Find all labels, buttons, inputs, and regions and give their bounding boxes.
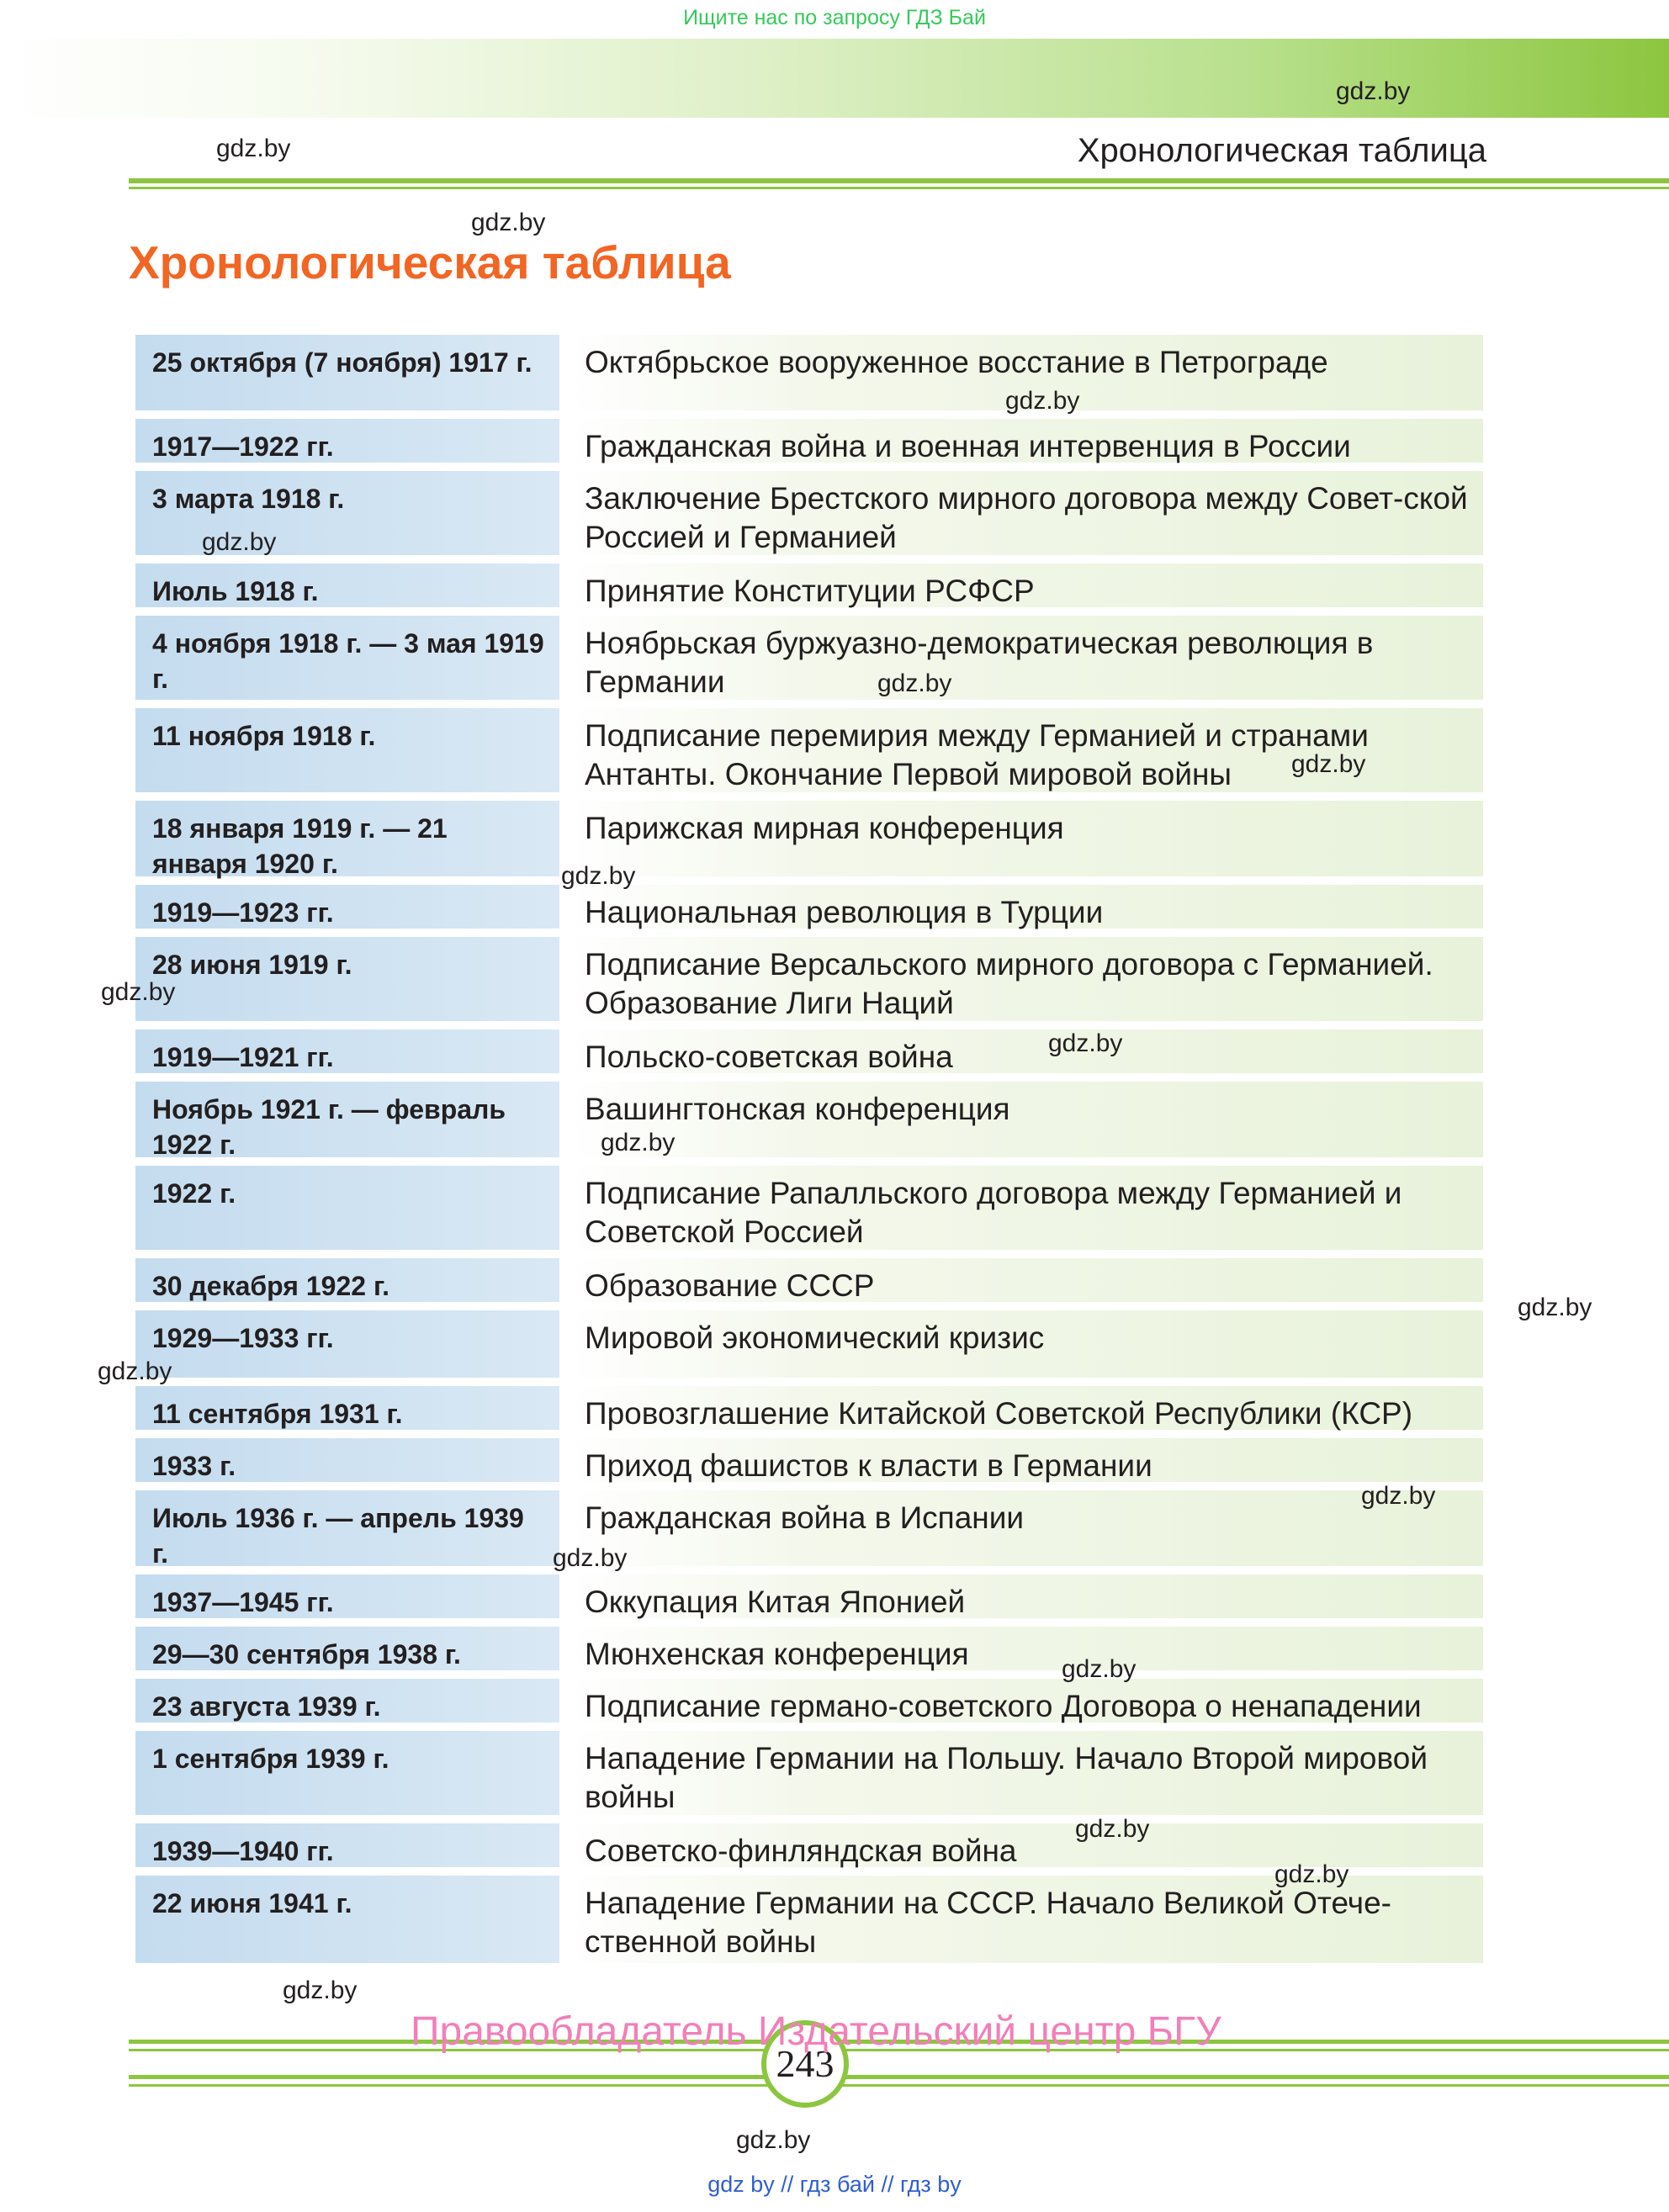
date-cell: 30 декабря 1922 г. [135, 1258, 559, 1302]
header-green-band [0, 39, 1669, 118]
date-cell: 1933 г. [135, 1438, 559, 1482]
table-row [135, 419, 1483, 463]
event-cell: Гражданская война в Испании [568, 1490, 1483, 1566]
event-cell: Нападение Германии на Польшу. Начало Второй мировой войны [568, 1731, 1483, 1815]
watermark: gdz.by [553, 1544, 628, 1572]
table-row [135, 1438, 1483, 1482]
event-cell: Польско-советская война [568, 1029, 1483, 1073]
date-cell: 18 января 1919 г. — 21 января 1920 г. [135, 801, 559, 876]
bottom-links[interactable]: gdz by // гдз бай // гдз by [707, 2172, 962, 2197]
date-cell: 3 марта 1918 г. [135, 471, 559, 555]
table-row [135, 335, 1483, 410]
watermark: gdz.by [216, 135, 291, 162]
table-row [135, 1258, 1483, 1302]
date-cell: 23 августа 1939 г. [135, 1679, 559, 1723]
date-cell: 22 июня 1941 г. [135, 1876, 559, 1963]
table-row [135, 1490, 1483, 1569]
table-row [135, 1386, 1483, 1430]
watermark: gdz.by [1005, 387, 1080, 415]
watermark: gdz.by [1274, 1860, 1349, 1888]
table-row [135, 801, 1483, 879]
chronological-table [135, 335, 1483, 1971]
watermark: gdz.by [471, 209, 546, 236]
date-cell: 11 сентября 1931 г. [135, 1386, 559, 1430]
table-row [135, 1029, 1483, 1073]
event-cell: Ноябрьская буржуазно-демократическая революция в Германии [568, 616, 1483, 700]
page-title: Хронологическая таблица [129, 236, 731, 288]
event-cell: Принятие Конституции РСФСР [568, 564, 1483, 607]
event-cell: Оккупация Китая Японией [568, 1574, 1483, 1618]
watermark: gdz.by [1518, 1294, 1592, 1321]
table-row [135, 1731, 1483, 1815]
event-cell: Образование СССР [568, 1258, 1483, 1302]
event-cell: Октябрьское вооруженное восстание в Петрограде [568, 335, 1483, 410]
event-cell: Нападение Германии на СССР. Начало Великой Отече-ственной войны [568, 1876, 1483, 1963]
watermark: gdz.by [202, 528, 277, 556]
date-cell: 1937—1945 гг. [135, 1574, 559, 1618]
footer-rule-lower [129, 2075, 1669, 2079]
watermark: gdz.by [101, 978, 176, 1006]
table-row [135, 564, 1483, 607]
top-banner: Ищите нас по запросу ГДЗ Бай [683, 6, 986, 29]
date-cell: 4 ноября 1918 г. — 3 мая 1919 г. [135, 616, 559, 700]
event-cell: Подписание перемирия между Германией и странами Антанты. Окончание Первой мировой войны [568, 708, 1483, 792]
event-cell: Приход фашистов к власти в Германии [568, 1438, 1483, 1482]
event-cell: Вашингтонская конференция [568, 1082, 1483, 1157]
event-cell: Провозглашение Китайской Советской Республики (КСР) [568, 1386, 1483, 1430]
event-cell: Заключение Брестского мирного договора между Совет-ской Россией и Германией [568, 471, 1483, 555]
watermark: gdz.by [1361, 1482, 1436, 1510]
date-cell: Июль 1918 г. [135, 564, 559, 607]
date-cell: 29—30 сентября 1938 г. [135, 1627, 559, 1670]
date-cell: 1919—1921 гг. [135, 1029, 559, 1073]
table-row [135, 1166, 1483, 1250]
date-cell: 1922 г. [135, 1166, 559, 1250]
copyright-notice: Правообладатель Издательский центр БГУ [411, 2009, 1221, 2054]
watermark: gdz.by [561, 862, 636, 890]
event-cell: Мюнхенская конференция [568, 1627, 1483, 1670]
table-row [135, 708, 1483, 792]
footer-rule-lower-thin [129, 2084, 1669, 2087]
watermark: gdz.by [1048, 1029, 1123, 1057]
watermark: gdz.by [736, 2126, 811, 2154]
table-row [135, 1082, 1483, 1160]
event-cell: Парижская мирная конференция [568, 801, 1483, 876]
watermark: gdz.by [601, 1129, 676, 1156]
event-cell: Советско-финляндская война [568, 1823, 1483, 1867]
date-cell: Июль 1936 г. — апрель 1939 г. [135, 1490, 559, 1566]
date-cell: 1929—1933 гг. [135, 1310, 559, 1378]
table-row [135, 1679, 1483, 1723]
date-cell: 11 ноября 1918 г. [135, 708, 559, 792]
watermark: gdz.by [1336, 77, 1411, 105]
table-row [135, 885, 1483, 929]
event-cell: Подписание Версальского мирного договора с Германией. Образование Лиги Наций [568, 937, 1483, 1021]
watermark: gdz.by [1075, 1815, 1150, 1843]
date-cell: 25 октября (7 ноября) 1917 г. [135, 335, 559, 410]
table-row [135, 1574, 1483, 1618]
event-cell: Подписание Рапалльского договора между Германией и Советской Россией [568, 1166, 1483, 1250]
date-cell: 1 сентября 1939 г. [135, 1731, 559, 1815]
table-row [135, 1310, 1483, 1378]
page-number: 243 [761, 2020, 849, 2108]
watermark: gdz.by [1291, 750, 1366, 778]
table-row [135, 471, 1483, 555]
header-rule-thick [129, 178, 1669, 183]
date-cell: 1939—1940 гг. [135, 1823, 559, 1867]
date-cell: 1917—1922 гг. [135, 419, 559, 463]
running-title: Хронологическая таблица [1077, 132, 1486, 169]
date-cell: 28 июня 1919 г. [135, 937, 559, 1021]
table-row [135, 937, 1483, 1021]
event-cell: Подписание германо-советского Договора о ненападении [568, 1679, 1483, 1723]
event-cell: Мировой экономический кризис [568, 1310, 1483, 1378]
event-cell: Гражданская война и военная интервенция в России [568, 419, 1483, 463]
date-cell: 1919—1923 гг. [135, 885, 559, 929]
watermark: gdz.by [283, 1977, 358, 2004]
table-row [135, 1627, 1483, 1670]
date-cell: Ноябрь 1921 г. — февраль 1922 г. [135, 1082, 559, 1157]
watermark: gdz.by [98, 1357, 172, 1385]
event-cell: Национальная революция в Турции [568, 885, 1483, 929]
table-row [135, 616, 1483, 700]
watermark: gdz.by [1062, 1655, 1137, 1683]
header-rule-thin [129, 187, 1669, 189]
watermark: gdz.by [877, 669, 952, 697]
